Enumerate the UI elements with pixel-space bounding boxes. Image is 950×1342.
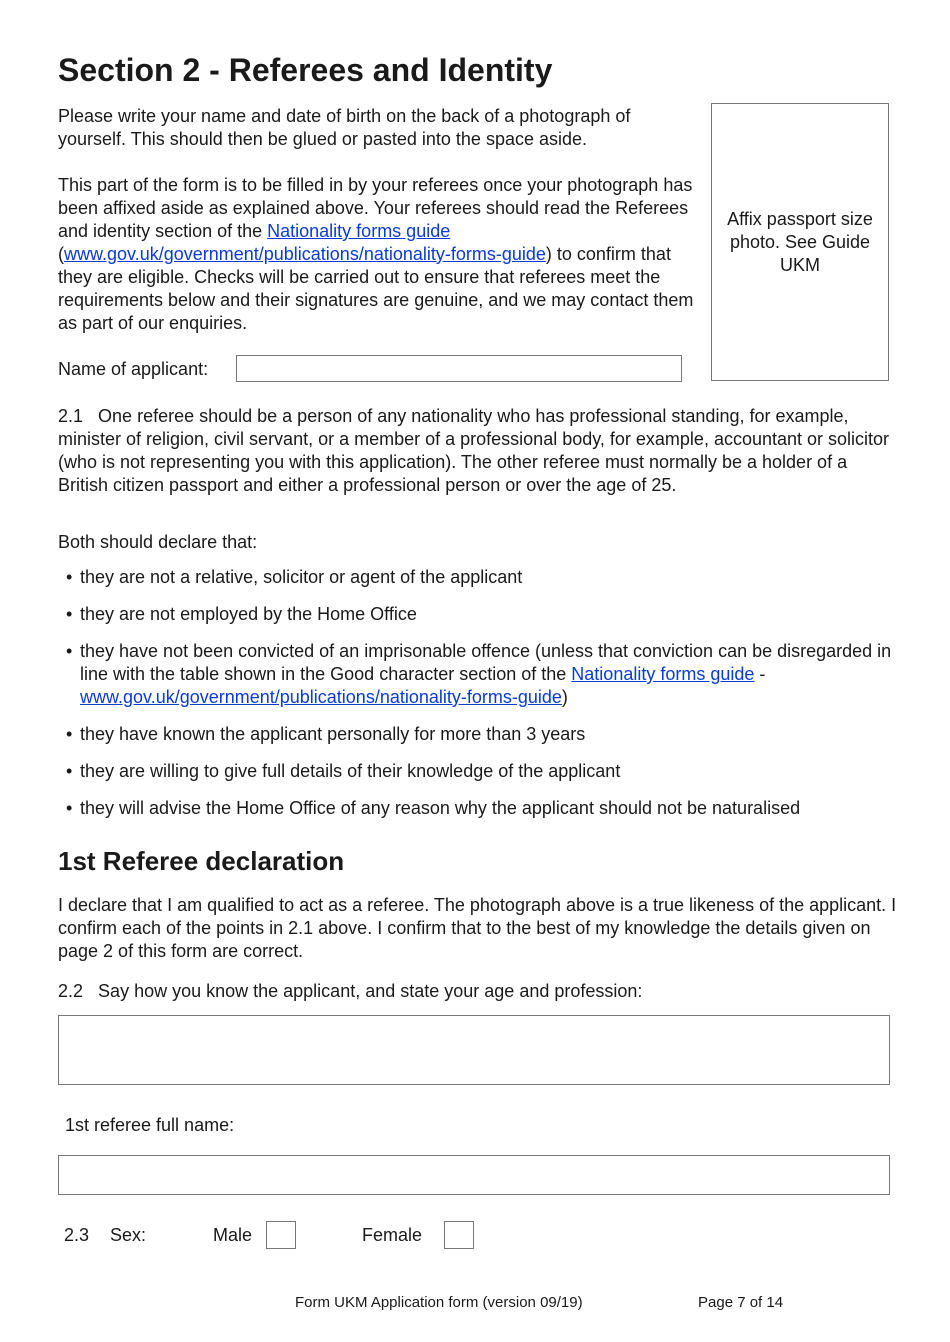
- requirement-text: they are willing to give full details of their knowledge of the applicant: [80, 761, 621, 781]
- intro-text-c: ) to confirm that they are eligible. Checks will be carried out to ensure that referees meet the requirements below and their signatures are genuine, and we may contact them as part of our enquiries.: [58, 244, 694, 333]
- nationality-forms-guide-url-link[interactable]: www.gov.uk/government/publications/nationality-forms-guide: [80, 687, 562, 707]
- question-2-2-text: Say how you know the applicant, and state your age and profession:: [98, 981, 643, 1001]
- nationality-forms-guide-link[interactable]: Nationality forms guide: [571, 664, 755, 684]
- intro-text-a: This part of the form is to be filled in by your referees once your photograph has been affixed aside as explained above. Your referees should read the Referees and identity section of the: [58, 175, 693, 241]
- male-checkbox[interactable]: [266, 1221, 296, 1249]
- form-name-footer: Form UKM Application form (version 09/19): [295, 1294, 583, 1311]
- referee-1-declaration: I declare that I am qualified to act as a referee. The photograph above is a true likeness of the applicant. I confirm each of the points in 2.1 above. I confirm that to the best of my knowledge the details given on page 2 of this form are correct.: [58, 895, 897, 961]
- requirement-text: they are not a relative, solicitor or agent of the applicant: [80, 567, 523, 587]
- question-2-3-number: 2.3: [64, 1225, 90, 1245]
- requirement-text: they are not employed by the Home Office: [80, 604, 417, 624]
- requirement-text: they have not been convicted of an imprisonable offence (unless that conviction can be disregarded in line with the table shown in the Good character section of the: [80, 641, 892, 684]
- referee-1-fullname-label: 1st referee full name:: [65, 1115, 235, 1135]
- male-label: Male: [213, 1225, 253, 1245]
- bullet-icon: •: [66, 604, 73, 624]
- requirement-text: they will advise the Home Office of any reason why the applicant should not be naturalised: [80, 798, 801, 818]
- referee-1-relationship-field[interactable]: [58, 1015, 890, 1085]
- nationality-forms-guide-url-link[interactable]: www.gov.uk/government/publications/nationality-forms-guide: [64, 244, 546, 264]
- list-item: [66, 797, 896, 820]
- requirement-text: ): [561, 687, 568, 707]
- female-checkbox[interactable]: [444, 1221, 474, 1249]
- bullet-icon: •: [66, 724, 73, 744]
- requirement-text: -: [754, 664, 766, 684]
- question-2-2: [58, 980, 898, 1003]
- question-2-2-number: 2.2: [58, 981, 84, 1001]
- bullet-icon: •: [66, 567, 73, 587]
- bullet-icon: •: [66, 761, 73, 781]
- requirement-text: they have known the applicant personally for more than 3 years: [80, 724, 586, 744]
- question-2-1: [58, 405, 898, 497]
- referee-1-heading: 1st Referee declaration: [58, 846, 345, 876]
- passport-photo-box: [711, 103, 889, 381]
- intro-text-b: (: [58, 244, 64, 264]
- referee-requirements-list: [66, 566, 896, 834]
- list-item: [66, 603, 896, 626]
- referee-1-fullname-field[interactable]: [58, 1155, 890, 1195]
- list-item: [66, 566, 896, 589]
- intro-paragraph-2: [58, 174, 698, 335]
- list-item: [66, 723, 896, 746]
- photo-box-instruction: Affix passport size photo. See Guide UKM: [727, 208, 873, 275]
- list-item: [66, 760, 896, 783]
- list-item: [66, 640, 896, 709]
- question-2-1-text: One referee should be a person of any nationality who has professional standing, for example, minister of religion, civil servant, or a member of a professional body, for example, accountant or solicitor (who is not representing you with this application). The other referee must normally be a holder of a British citizen passport and either a professional person or over the age of 25.: [58, 406, 890, 495]
- applicant-name-label: Name of applicant:: [58, 359, 209, 379]
- sex-label: Sex:: [110, 1225, 147, 1245]
- page-number: Page 7 of 14: [698, 1294, 784, 1311]
- female-label: Female: [362, 1225, 423, 1245]
- question-2-1-number: 2.1: [58, 406, 84, 426]
- intro-paragraph-1: Please write your name and date of birth on the back of a photograph of yourself. This should then be glued or pasted into the space aside.: [58, 106, 631, 149]
- declare-intro: Both should declare that:: [58, 532, 258, 552]
- bullet-icon: •: [66, 641, 73, 661]
- page-title: Section 2 - Referees and Identity: [58, 52, 553, 88]
- bullet-icon: •: [66, 798, 73, 818]
- applicant-name-field[interactable]: [236, 355, 682, 382]
- nationality-forms-guide-link[interactable]: Nationality forms guide: [267, 221, 451, 241]
